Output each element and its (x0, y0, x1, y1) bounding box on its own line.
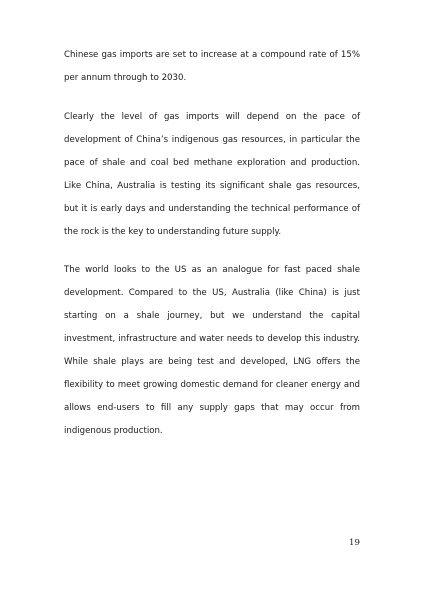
paragraph-gas-imports: Chinese gas imports are set to increase at a compound rate of 15% per annum through to 2030. (64, 50, 360, 83)
paragraph-indigenous-resources: Clearly the level of gas imports will depend on the pace of development of China’s indigenous gas resources, in particular the pace of shale and coal bed methane exploration and production. Like China, Australia is testing its significant shale gas resources, but it is early days and understanding the technical performance of the rock is the key to understanding future supply. (64, 112, 360, 237)
paragraph-us-analogue: The world looks to the US as an analogue for fast paced shale development. Compared to the US, Australia (like China) is just starting on a shale journey, but we understand the capital investment, infrastructure and water needs to develop this industry. While shale plays are being test and developed, LNG offers the flexibility to meet growing domestic demand for cleaner energy and allows end-users to fill any supply gaps that may occur from indigenous production. (64, 265, 360, 436)
page-number: 19 (349, 538, 360, 548)
